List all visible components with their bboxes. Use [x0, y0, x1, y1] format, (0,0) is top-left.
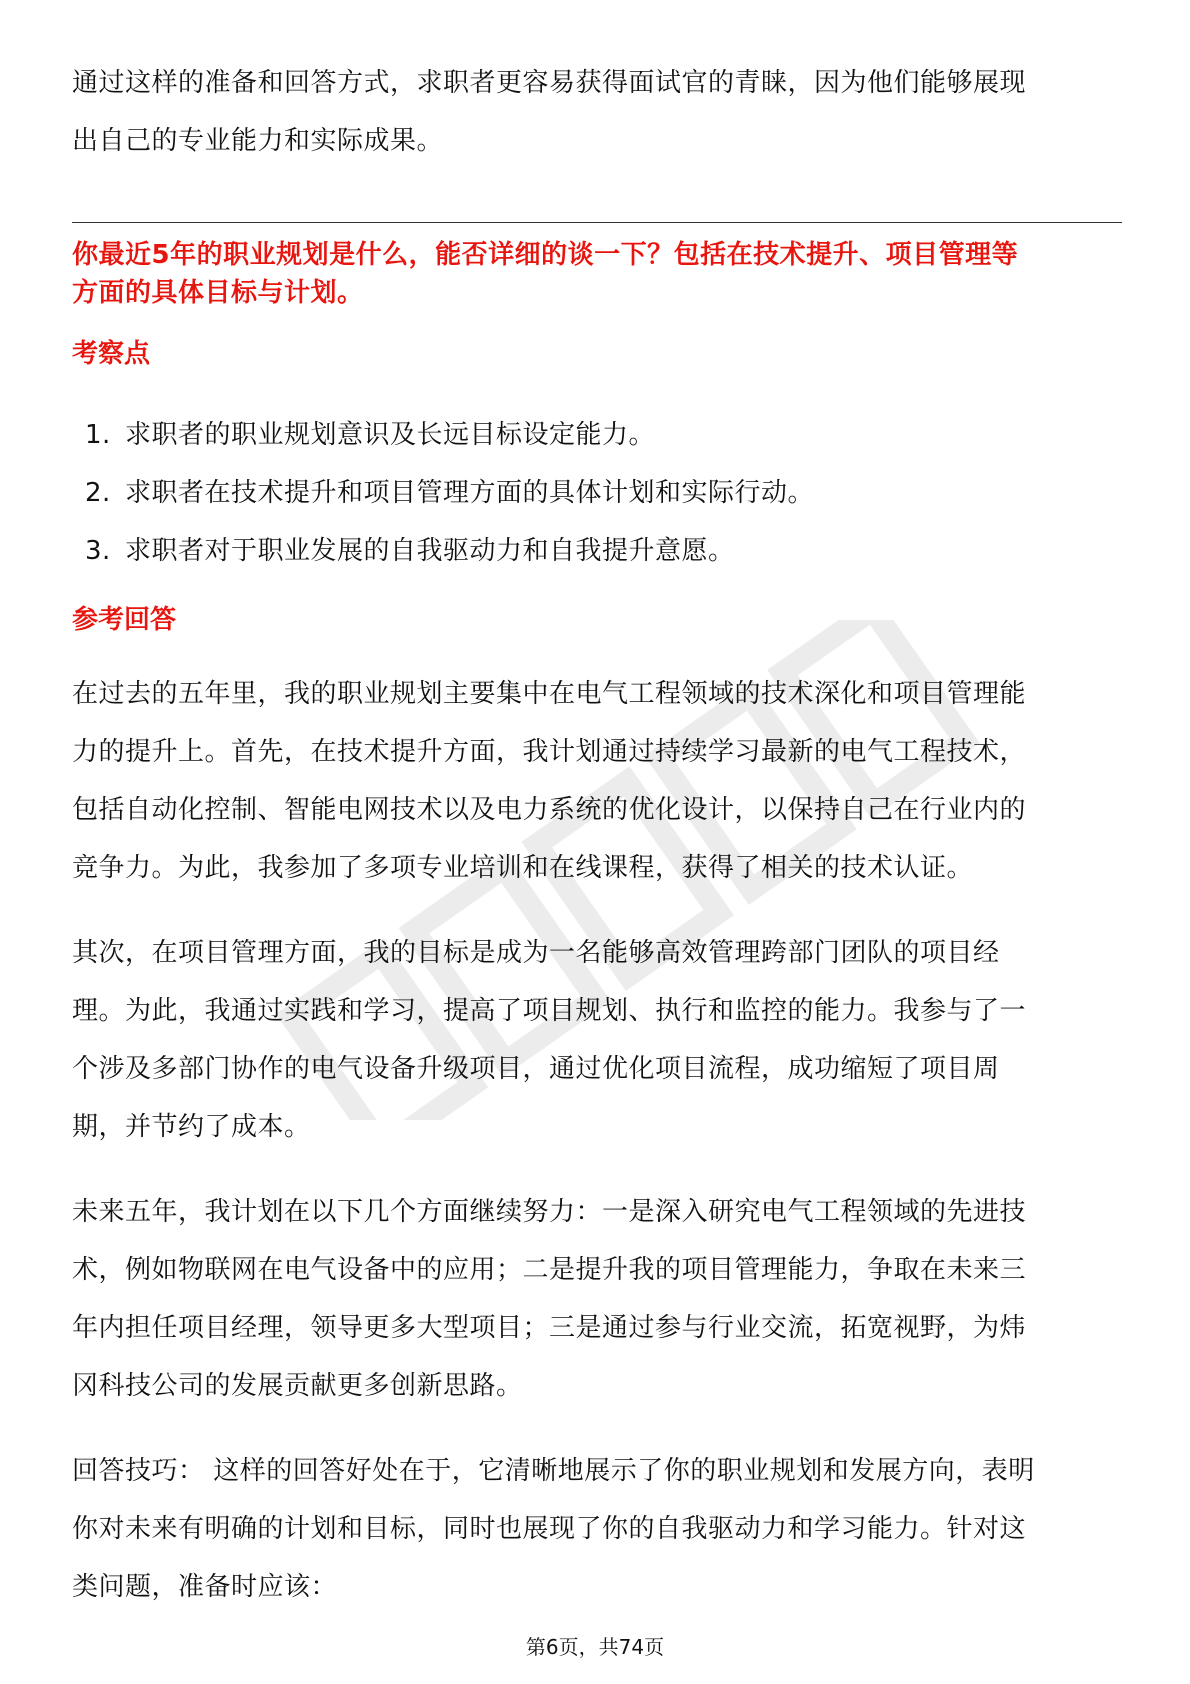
list-number: 1. — [85, 420, 111, 450]
section-divider — [72, 222, 1122, 223]
paragraph-line: 其次，在项目管理方面，我的目标是成为一名能够高效管理跨部门团队的项目经 — [72, 938, 1000, 968]
intro-paragraph — [72, 54, 1122, 170]
page-footer: 第6页，共74页 — [525, 1635, 665, 1659]
paragraph-line: 术，例如物联网在电气设备中的应用；二是提升我的项目管理能力，争取在未来三 — [72, 1255, 1027, 1285]
list-text: 求职者的职业规划意识及长远目标设定能力。 — [125, 420, 656, 450]
answer-paragraph-1 — [72, 665, 1122, 897]
focus-list — [85, 406, 814, 580]
question-line: 你最近5年的职业规划是什么，能否详细的谈一下？包括在技术提升、项目管理等 — [72, 240, 1019, 270]
question-line: 方面的具体目标与计划。 — [72, 278, 364, 308]
paragraph-line: 未来五年，我计划在以下几个方面继续努力：一是深入研究电气工程领域的先进技 — [72, 1197, 1027, 1227]
list-number: 2. — [85, 478, 111, 508]
paragraph-line: 冈科技公司的发展贡献更多创新思路。 — [72, 1371, 523, 1401]
intro-line: 通过这样的准备和回答方式，求职者更容易获得面试官的青睐，因为他们能够展现 — [72, 68, 1027, 98]
paragraph-line: 年内担任项目经理，领导更多大型项目；三是通过参与行业交流，拓宽视野，为炜 — [72, 1313, 1027, 1343]
paragraph-line: 你对未来有明确的计划和目标，同时也展现了你的自我驱动力和学习能力。针对这 — [72, 1514, 1027, 1544]
paragraph-line: 理。为此，我通过实践和学习，提高了项目规划、执行和监控的能力。我参与了一 — [72, 996, 1027, 1026]
paragraph-line: 类问题，准备时应该： — [72, 1572, 338, 1602]
list-number: 3. — [85, 536, 111, 566]
paragraph-line: 个涉及多部门协作的电气设备升级项目，通过优化项目流程，成功缩短了项目周 — [72, 1054, 1000, 1084]
list-text: 求职者在技术提升和项目管理方面的具体计划和实际行动。 — [125, 478, 815, 508]
paragraph-line: 包括自动化控制、智能电网技术以及电力系统的优化设计，以保持自己在行业内的 — [72, 795, 1027, 825]
question-heading — [72, 236, 1122, 312]
answer-tips — [72, 1442, 1122, 1616]
answer-title: 参考回答 — [72, 605, 177, 635]
answer-paragraph-3 — [72, 1183, 1122, 1415]
list-item — [85, 464, 814, 522]
paragraph-line: 期，并节约了成本。 — [72, 1112, 311, 1142]
paragraph-line: 力的提升上。首先，在技术提升方面，我计划通过持续学习最新的电气工程技术， — [72, 737, 1027, 767]
intro-line: 出自己的专业能力和实际成果。 — [72, 126, 444, 156]
list-text: 求职者对于职业发展的自我驱动力和自我提升意愿。 — [125, 536, 735, 566]
list-item — [85, 522, 814, 580]
paragraph-line: 在过去的五年里，我的职业规划主要集中在电气工程领域的技术深化和项目管理能 — [72, 679, 1027, 709]
list-item — [85, 406, 814, 464]
answer-paragraph-2 — [72, 924, 1122, 1156]
paragraph-line: 回答技巧： 这样的回答好处在于，它清晰地展示了你的职业规划和发展方向，表明 — [72, 1456, 1035, 1486]
focus-title: 考察点 — [72, 339, 151, 369]
paragraph-line: 竞争力。为此，我参加了多项专业培训和在线课程，获得了相关的技术认证。 — [72, 853, 974, 883]
